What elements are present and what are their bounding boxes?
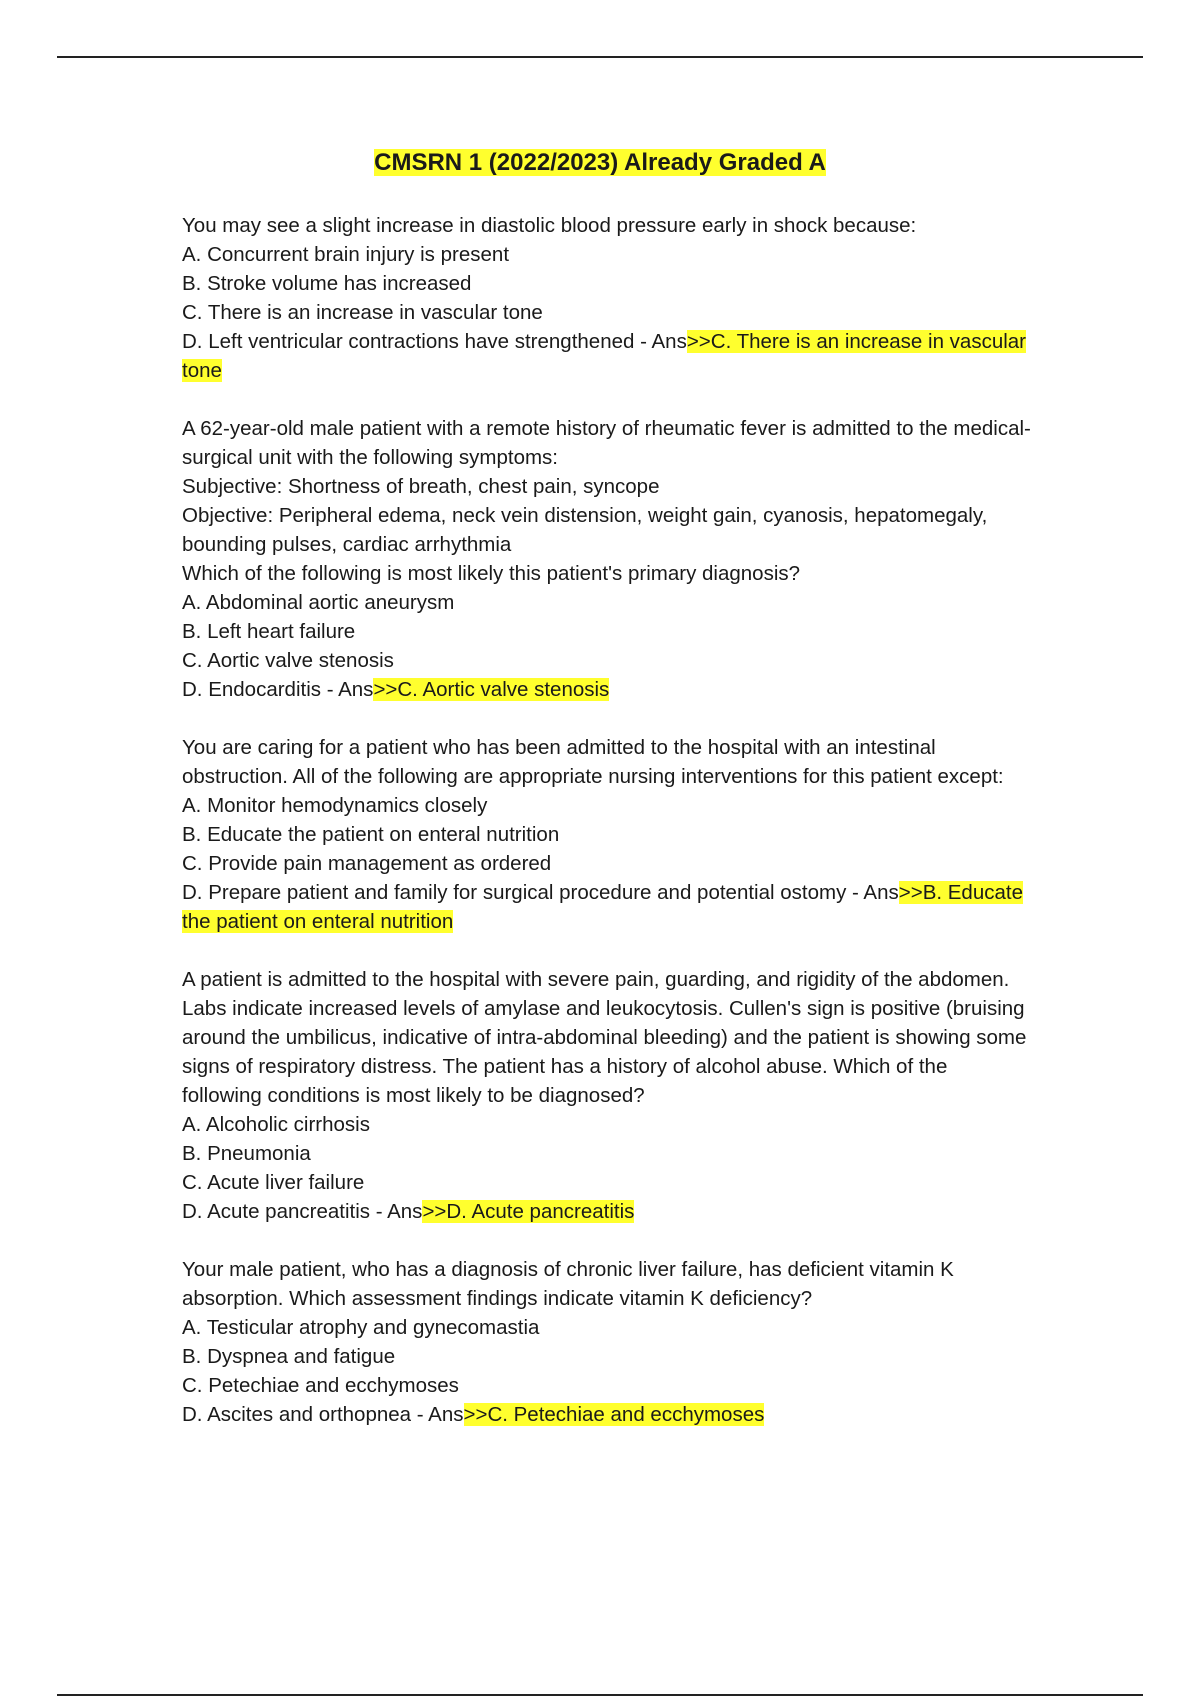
option-d-text: D. Ascites and orthopnea [182, 1403, 412, 1426]
option-a: A. Concurrent brain injury is present [182, 243, 510, 266]
answer-prefix: - Ans [411, 1403, 464, 1426]
option-d [182, 1197, 1032, 1226]
title-highlight: CMSRN 1 (2022/2023) Already Graded A [374, 149, 826, 176]
option-a: A. Alcoholic cirrhosis [182, 1113, 370, 1136]
question-list [182, 211, 1032, 1458]
answer-prefix: - Ans [846, 881, 899, 904]
option-d-text: D. Endocarditis [182, 678, 322, 701]
question-1 [182, 211, 1032, 385]
page-title [0, 148, 1200, 178]
question-5 [182, 1255, 1032, 1429]
option-c: C. Acute liver failure [182, 1171, 365, 1194]
option-d-text: D. Prepare patient and family for surgical procedure and potential ostomy [182, 881, 847, 904]
option-a: A. Testicular atrophy and gynecomastia [182, 1316, 540, 1339]
question-3 [182, 733, 1032, 936]
question-stem: A patient is admitted to the hospital with severe pain, guarding, and rigidity of the abdomen. Labs indicate increased levels of amylase and leukocytosis. Cullen's sign is positive (bruising around the umbilicus, indicative of intra-abdominal bleeding) and the patient is showing some signs of respiratory distress. The patient has a history of alcohol abuse. Which of the following conditions is most likely to be diagnosed? [182, 968, 1027, 1107]
option-d-text: D. Acute pancreatitis [182, 1200, 371, 1223]
option-b: B. Stroke volume has increased [182, 272, 472, 295]
question-4 [182, 965, 1032, 1226]
option-d [182, 327, 1032, 385]
option-d-text: D. Left ventricular contractions have strengthened [182, 330, 635, 353]
question-stem: Your male patient, who has a diagnosis of chronic liver failure, has deficient vitamin K absorption. Which assessment findings indicate vitamin K deficiency? [182, 1258, 954, 1310]
option-c: C. Aortic valve stenosis [182, 649, 394, 672]
option-d [182, 1400, 1032, 1429]
question-stem: A 62-year-old male patient with a remote history of rheumatic fever is admitted to the medical-surgical unit with the following symptoms: [182, 417, 1031, 469]
question-2 [182, 414, 1032, 704]
answer-highlight: >>C. Aortic valve stenosis [373, 678, 610, 701]
answer-prefix: - Ans [321, 678, 374, 701]
option-c: C. Petechiae and ecchymoses [182, 1374, 459, 1397]
option-c: C. Provide pain management as ordered [182, 852, 552, 875]
question-stem: You are caring for a patient who has been admitted to the hospital with an intestinal obstruction. All of the following are appropriate nursing interventions for this patient except: [182, 736, 1004, 788]
option-b: B. Dyspnea and fatigue [182, 1345, 396, 1368]
answer-highlight: >>D. Acute pancreatitis [422, 1200, 635, 1223]
question-prompt: Which of the following is most likely this patient's primary diagnosis? [182, 562, 801, 585]
answer-highlight: >>C. There is an increase in vascular tone [182, 330, 1027, 382]
answer-highlight: >>B. Educate the patient on enteral nutrition [182, 881, 1023, 933]
option-d [182, 675, 1032, 704]
option-a: A. Monitor hemodynamics closely [182, 794, 488, 817]
option-b: B. Left heart failure [182, 620, 356, 643]
answer-highlight: >>C. Petechiae and ecchymoses [463, 1403, 765, 1426]
objective-line: Objective: Peripheral edema, neck vein distension, weight gain, cyanosis, hepatomegaly, bounding pulses, cardiac arrhythmia [182, 504, 988, 556]
option-a: A. Abdominal aortic aneurysm [182, 591, 455, 614]
answer-prefix: - Ans [634, 330, 687, 353]
subjective-line: Subjective: Shortness of breath, chest pain, syncope [182, 475, 660, 498]
option-d [182, 878, 1032, 936]
option-b: B. Pneumonia [182, 1142, 311, 1165]
footer-rule [57, 1694, 1143, 1696]
question-stem: You may see a slight increase in diastolic blood pressure early in shock because: [182, 214, 917, 237]
option-c: C. There is an increase in vascular tone [182, 301, 543, 324]
header-rule [57, 56, 1143, 58]
answer-prefix: - Ans [370, 1200, 423, 1223]
option-b: B. Educate the patient on enteral nutrition [182, 823, 560, 846]
